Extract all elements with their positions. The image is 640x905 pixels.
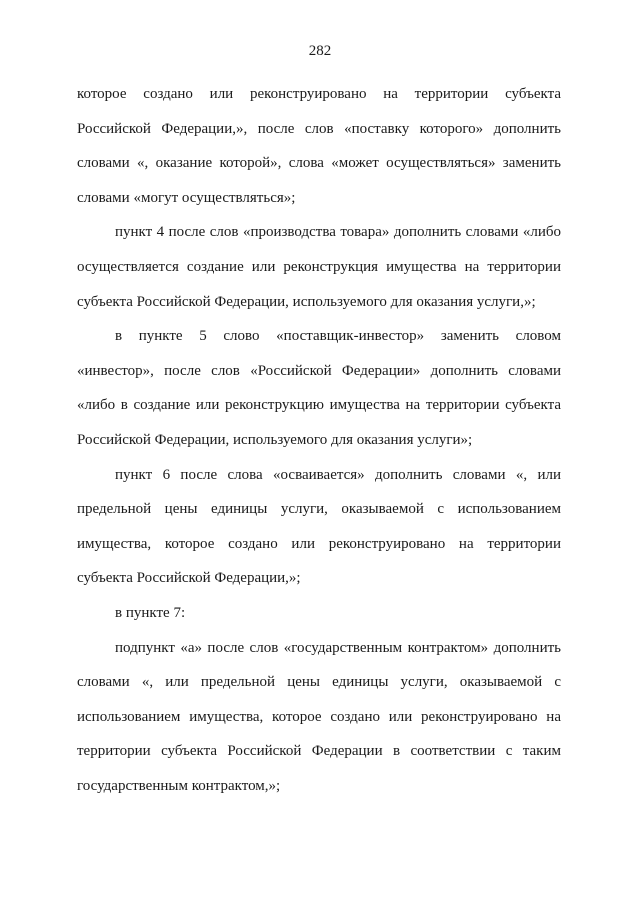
text-line: пункт 6 после слова «осваивается» дополнить словами «, или <box>115 466 561 483</box>
paragraph-3 <box>77 319 561 457</box>
text-line: в пункте 7: <box>115 604 186 621</box>
text-line: территории субъекта Российской Федерации в соответствии с таким <box>77 743 561 760</box>
paragraph-1 <box>77 77 561 215</box>
text-line: которое создано или реконструировано на территории субъекта <box>77 86 561 102</box>
text-line: Российской Федерации, используемого для оказания услуги»; <box>77 431 473 448</box>
text-line: подпункт «а» после слов «государственным контрактом» дополнить <box>115 639 561 656</box>
text-line: пункт 4 после слов «производства товара» дополнить словами «либо <box>115 224 561 241</box>
text-line: имущества, которое создано или реконструировано на территории <box>77 535 561 552</box>
paragraph-6 <box>77 631 561 804</box>
text-line: «инвестор», после слов «Российской Федерации» дополнить словами <box>77 362 561 379</box>
text-line: в пункте 5 слово «поставщик-инвестор» заменить словом <box>115 328 561 345</box>
text-line: субъекта Российской Федерации, используемого для оказания услуги,»; <box>77 293 536 310</box>
text-line: субъекта Российской Федерации,»; <box>77 570 301 587</box>
text-line: словами «могут осуществляться»; <box>77 189 296 206</box>
text-line: Российской Федерации,», после слов «поставку которого» дополнить <box>77 120 561 137</box>
text-line: «либо в создание или реконструкцию имущества на территории субъекта <box>77 397 561 414</box>
page-number: 282 <box>308 43 332 59</box>
text-line: государственным контрактом,»; <box>77 777 281 794</box>
paragraph-4 <box>77 458 561 596</box>
text-line: осуществляется создание или реконструкция имущества на территории <box>77 258 561 275</box>
text-line: предельной цены единицы услуги, оказываемой с использованием <box>77 501 561 518</box>
paragraph-5 <box>77 596 561 631</box>
text-line: словами «, или предельной цены единицы услуги, оказываемой с <box>77 674 561 691</box>
text-line: словами «, оказание которой», слова «может осуществляться» заменить <box>77 155 561 172</box>
paragraph-2 <box>77 215 561 319</box>
document-body <box>77 77 561 803</box>
text-line: использованием имущества, которое создано или реконструировано на <box>77 708 561 725</box>
